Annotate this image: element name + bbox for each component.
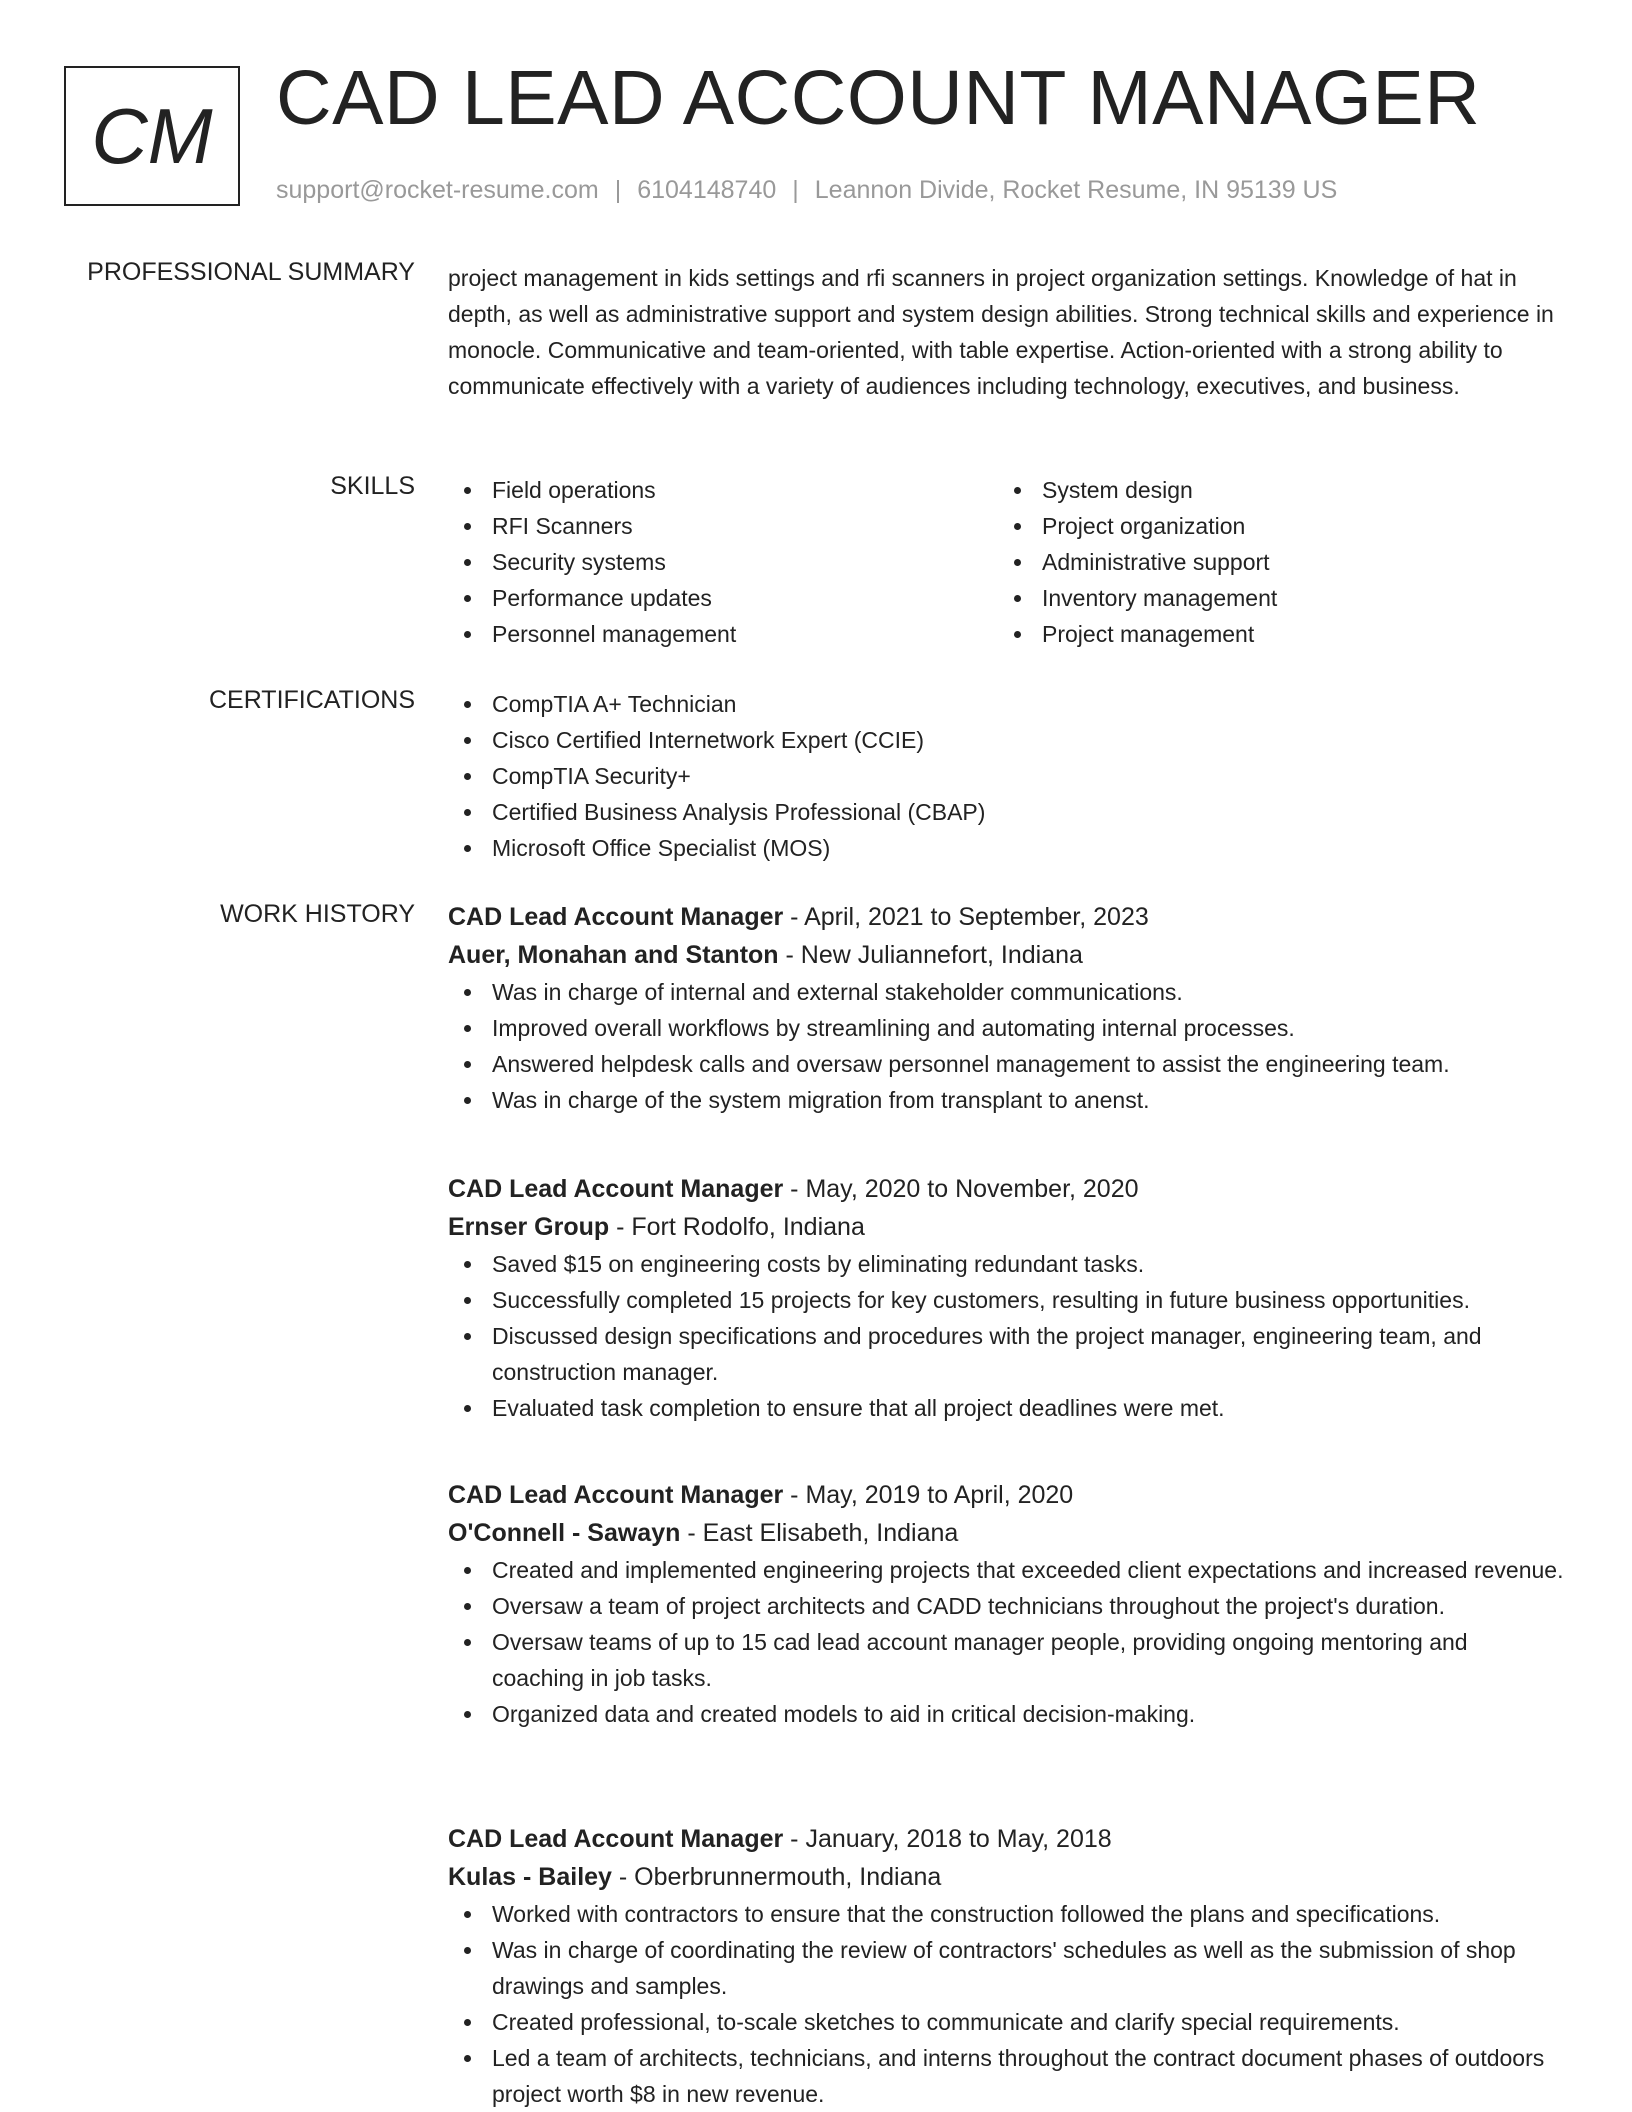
list-item: Improved overall workflows by streamlining and automating internal processes. xyxy=(448,1010,1566,1046)
contact-separator: | xyxy=(792,176,799,204)
list-item: Created professional, to-scale sketches to communicate and clarify special requirements. xyxy=(448,2004,1566,2040)
job-title: CAD Lead Account Manager xyxy=(448,1481,784,1509)
job-bullets xyxy=(448,1246,1566,1426)
list-item: Was in charge of the system migration from transplant to anenst. xyxy=(448,1082,1566,1118)
list-item: Discussed design specifications and procedures with the project manager, engineering team, and construction manager. xyxy=(448,1318,1566,1390)
monogram-initials: CM xyxy=(91,91,213,180)
job-company-line xyxy=(448,1858,1566,1896)
job-company-line xyxy=(448,936,1566,974)
job-entry xyxy=(448,1170,1566,1426)
skills-list-left xyxy=(448,472,998,652)
monogram-badge xyxy=(64,66,240,206)
list-item: Security systems xyxy=(448,544,998,580)
job-dates: - May, 2019 to April, 2020 xyxy=(783,1481,1074,1509)
job-title-line xyxy=(448,1820,1566,1858)
list-item: Personnel management xyxy=(448,616,998,652)
job-company: Kulas - Bailey xyxy=(448,1863,612,1891)
list-item: Led a team of architects, technicians, and interns throughout the contract document phases of outdoors project worth $8 in new revenue. xyxy=(448,2040,1566,2112)
contact-separator: | xyxy=(614,176,622,204)
job-company-line xyxy=(448,1514,1566,1552)
list-item: CompTIA Security+ xyxy=(448,758,1566,794)
list-item: System design xyxy=(998,472,1548,508)
list-item: Certified Business Analysis Professional (CBAP) xyxy=(448,794,1566,830)
job-location: - New Juliannefort, Indiana xyxy=(778,941,1083,969)
job-dates: - April, 2021 to September, 2023 xyxy=(783,903,1149,931)
job-company: Ernser Group xyxy=(448,1213,610,1241)
list-item: Cisco Certified Internetwork Expert (CCIE) xyxy=(448,722,1566,758)
list-item: Was in charge of coordinating the review of contractors' schedules as well as the submission of shop drawings and samples. xyxy=(448,1932,1566,2004)
job-bullets xyxy=(448,974,1566,1118)
job-company: O'Connell - Sawayn xyxy=(448,1519,681,1547)
list-item: Created and implemented engineering projects that exceeded client expectations and increased revenue. xyxy=(448,1552,1566,1588)
list-item: Inventory management xyxy=(998,580,1548,616)
list-item: Performance updates xyxy=(448,580,998,616)
job-company-line xyxy=(448,1208,1566,1246)
list-item: Oversaw teams of up to 15 cad lead account manager people, providing ongoing mentoring and coaching in job tasks. xyxy=(448,1624,1566,1696)
list-item: Successfully completed 15 projects for key customers, resulting in future business opportunities. xyxy=(448,1282,1566,1318)
job-title-line xyxy=(448,1170,1566,1208)
resume-title: CAD LEAD ACCOUNT MANAGER xyxy=(276,55,1481,141)
job-title-line xyxy=(448,898,1566,936)
job-title: CAD Lead Account Manager xyxy=(448,903,784,931)
job-title: CAD Lead Account Manager xyxy=(448,1825,784,1853)
job-entry xyxy=(448,898,1566,1118)
skills-list-right xyxy=(998,472,1548,652)
summary-text: project management in kids settings and rfi scanners in project organization settings. Knowledge of hat in depth, as well as administrative support and system design abilities. Strong technical skills and experience in monocle. Communicative and team-oriented, with table expertise. Action-oriented with a strong ability to communicate effectively with a variety of audiences including technology, executives, and business. xyxy=(448,265,1554,399)
job-location: - Oberbrunnermouth, Indiana xyxy=(611,1863,942,1891)
job-location: - East Elisabeth, Indiana xyxy=(680,1519,959,1547)
list-item: CompTIA A+ Technician xyxy=(448,686,1566,722)
contact-email[interactable]: support@rocket-resume.com xyxy=(276,176,599,204)
list-item: Microsoft Office Specialist (MOS) xyxy=(448,830,1566,866)
list-item: Oversaw a team of project architects and CADD technicians throughout the project's duration. xyxy=(448,1588,1566,1624)
list-item: Organized data and created models to aid in critical decision-making. xyxy=(448,1696,1566,1732)
list-item: RFI Scanners xyxy=(448,508,998,544)
list-item: Project organization xyxy=(998,508,1548,544)
section-label: SKILLS xyxy=(330,472,415,500)
job-company: Auer, Monahan and Stanton xyxy=(448,941,779,969)
job-dates: - January, 2018 to May, 2018 xyxy=(783,1825,1112,1853)
list-item: Worked with contractors to ensure that the construction followed the plans and specifications. xyxy=(448,1896,1566,1932)
list-item: Field operations xyxy=(448,472,998,508)
job-dates: - May, 2020 to November, 2020 xyxy=(783,1175,1139,1203)
section-label: CERTIFICATIONS xyxy=(208,686,415,714)
list-item: Project management xyxy=(998,616,1548,652)
contact-phone[interactable]: 6104148740 xyxy=(637,176,777,204)
job-entry xyxy=(448,1476,1566,1732)
job-entry xyxy=(448,1820,1566,2112)
section-label: WORK HISTORY xyxy=(220,900,415,928)
list-item: Saved $15 on engineering costs by eliminating redundant tasks. xyxy=(448,1246,1566,1282)
contact-line xyxy=(276,176,1337,205)
job-title-line xyxy=(448,1476,1566,1514)
list-item: Evaluated task completion to ensure that all project deadlines were met. xyxy=(448,1390,1566,1426)
section-label: PROFESSIONAL SUMMARY xyxy=(87,258,415,286)
job-title: CAD Lead Account Manager xyxy=(448,1175,784,1203)
list-item: Administrative support xyxy=(998,544,1548,580)
contact-address: Leannon Divide, Rocket Resume, IN 95139 US xyxy=(814,176,1338,204)
job-bullets xyxy=(448,1896,1566,2112)
job-location: - Fort Rodolfo, Indiana xyxy=(609,1213,865,1241)
job-bullets xyxy=(448,1552,1566,1732)
certifications-list xyxy=(448,686,1566,866)
list-item: Was in charge of internal and external stakeholder communications. xyxy=(448,974,1566,1010)
list-item: Answered helpdesk calls and oversaw personnel management to assist the engineering team. xyxy=(448,1046,1566,1082)
